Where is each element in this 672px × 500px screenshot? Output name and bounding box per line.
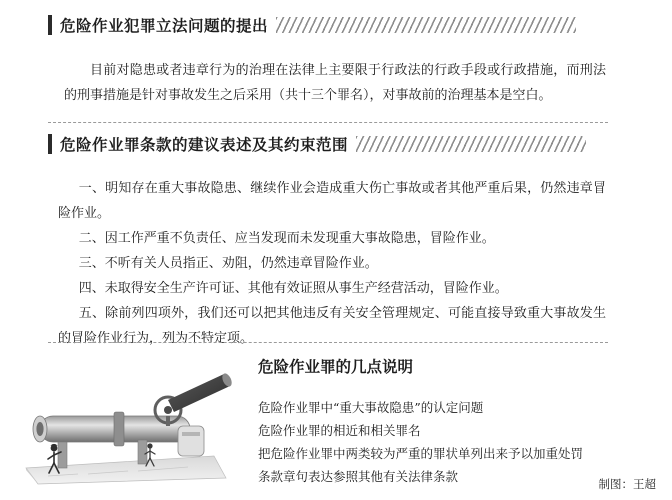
credit-label: 制图：王超 bbox=[598, 477, 656, 491]
notes-line: 危险作业罪的相近和相关罪名 bbox=[258, 423, 421, 438]
notes-line: 把危险作业罪中两类较为严重的罪状单列出来予以加重处罚 bbox=[258, 446, 584, 461]
notes-title: 危险作业罪的几点说明 bbox=[258, 358, 414, 376]
notes-line: 危险作业罪中“重大事故隐患”的认定问题 bbox=[258, 400, 484, 415]
section-heading-2-label: 危险作业罪条款的建议表述及其约束范围 bbox=[60, 136, 349, 154]
section-heading-1-label: 危险作业犯罪立法问题的提出 bbox=[60, 17, 269, 35]
list-item: 二、因工作严重不负责任、应当发现而未发现重大事故隐患，冒险作业。 bbox=[78, 231, 495, 246]
heading-hatch-decoration bbox=[356, 136, 586, 152]
dashed-separator-2 bbox=[48, 342, 608, 343]
heading-accent-bar bbox=[48, 134, 52, 154]
list-item: 四、未取得安全生产许可证、其他有效证照从事生产经营活动，冒险作业。 bbox=[78, 281, 508, 296]
list-item: 五、除前列四项外，我们还可以把其他违反有关安全管理规定、可能直接导致重大事故发生的冒险作业行为，列为不特定项。 bbox=[58, 306, 606, 346]
section-1-paragraph: 目前对隐患或者违章行为的治理在法律上主要限于行政法的行政手段或行政措施，而刑法的刑事措施是针对事故发生之后采用（共十三个罪名），对事故前的治理基本是空白。 bbox=[64, 63, 606, 103]
worker-inspecting-pipe-illustration bbox=[18, 360, 233, 485]
list-item: 一、明知存在重大事故隐患、继续作业会造成重大伤亡事故或者其他严重后果，仍然违章冒险作业。 bbox=[58, 181, 606, 221]
dashed-separator-1 bbox=[48, 122, 608, 123]
section-heading-1 bbox=[48, 14, 608, 36]
list-item: 三、不听有关人员指正、劝阻，仍然违章冒险作业。 bbox=[78, 256, 378, 271]
notes-line: 条款章句表达参照其他有关法律条款 bbox=[258, 469, 459, 484]
section-heading-2 bbox=[48, 133, 608, 155]
heading-accent-bar bbox=[48, 15, 52, 35]
heading-hatch-decoration bbox=[276, 17, 576, 33]
